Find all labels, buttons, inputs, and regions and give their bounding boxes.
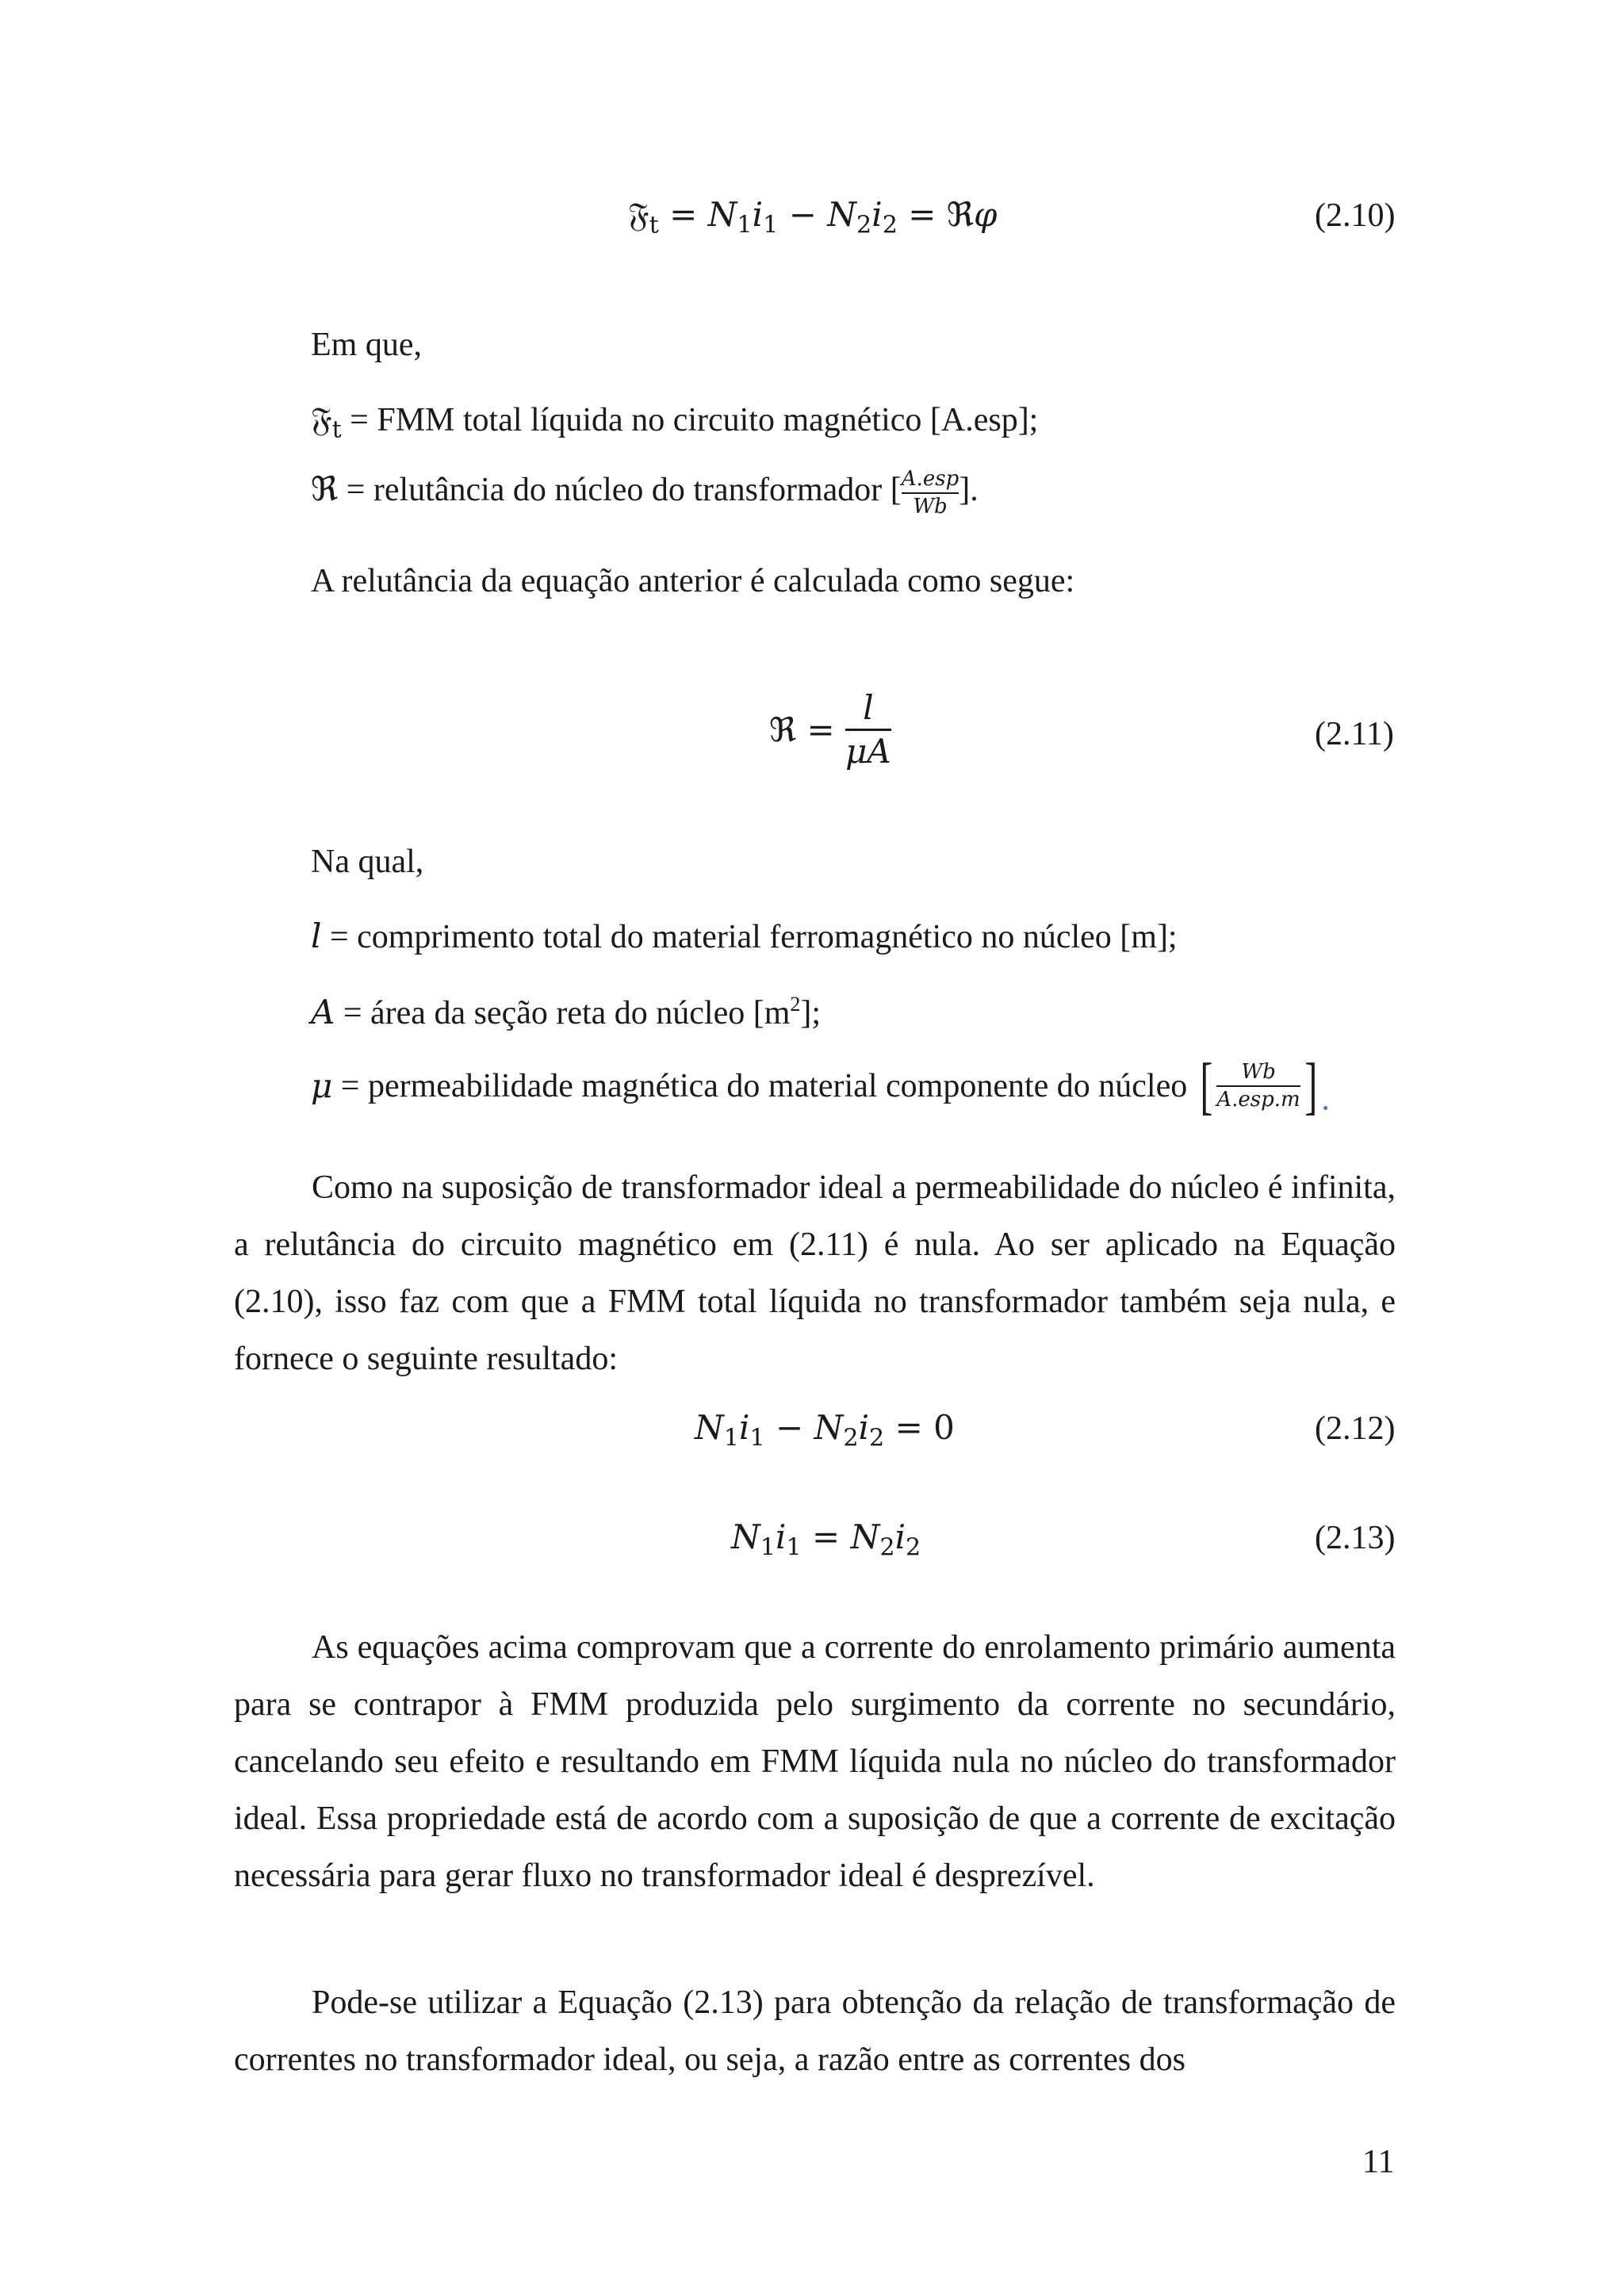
reluctance-followup: A relutância da equação anterior é calculada como segue: [311,563,1075,599]
permeability-definition: μ = permeabilidade magnética do material componente do núcleo [ $\frac{Wb}{\text{A.esp.m}}$ ] . [311,1051,1330,1121]
equation-2-11: ℜ = $\frac{l}{\mu A}$ [769,688,891,771]
equation-number-2-12: (2.12) [1315,1410,1396,1447]
fmm-symbol: 𝔉 [628,195,649,234]
reluctance-unit-fraction: $\frac{\text{A.esp}}{Wb}$ [901,467,959,519]
definitions-intro-1: Em que, [311,327,422,363]
equation-2-13: $N_1i_1 = N_2i_2$ [731,1517,921,1562]
paragraph-3: Pode-se utilizar a Equação (2.13) para obtenção da relação de transformação de correntes no transformador ideal, ou seja, a razão entre as correntes dos [234,1984,1396,2078]
equation-2-10: 𝔉$_t$ = $N_1i_1 - N_2i_2$ = ℜφ [628,195,998,239]
fmm-definition: 𝔉$_t$ = FMM total líquida no circuito magnético [A.esp]; [311,400,1039,444]
equation-number-2-11: (2.11) [1315,716,1394,752]
equation-2-12: $N_1i_1 - N_2i_2 = 0$ [695,1408,955,1452]
reluctance-definition: ℜ = relutância do núcleo do transformador [ $\frac{\text{A.esp}}{Wb}$ ]. [311,467,979,519]
reluctance-fraction: $\frac{l}{\mu A}$ [845,688,891,771]
page-number: 11 [1362,2144,1395,2180]
equation-number-2-13: (2.13) [1315,1520,1396,1556]
length-definition: l = comprimento total do material ferromagnético no núcleo [m]; [311,916,1178,955]
area-definition: A = área da seção reta do núcleo $[m^2]$; [311,993,822,1032]
paragraph-2: As equações acima comprovam que a corrente do enrolamento primário aumenta para se contrapor à FMM produzida pelo surgimento da corrente no secundário, cancelando seu efeito e resultando em FMM líquida nula no núcleo do transformador ideal. Essa propriedade está de acordo com a suposição de que a corrente de excitação necessária para gerar fluxo no transformador ideal é desprezível. [234,1629,1396,1894]
paragraph-1: Como na suposição de transformador ideal a permeabilidade do núcleo é infinita, a relutância do circuito magnético em (2.11) é nula. Ao ser aplicado na Equação (2.10), isso faz com que a FMM total líquida no transformador também seja nula, e fornece o seguinte resultado: [234,1169,1396,1377]
equation-number-2-10: (2.10) [1315,197,1396,234]
permeability-unit-fraction: $\frac{Wb}{\text{A.esp.m}}$ [1216,1060,1300,1112]
definitions-intro-2: Na qual, [311,844,424,880]
